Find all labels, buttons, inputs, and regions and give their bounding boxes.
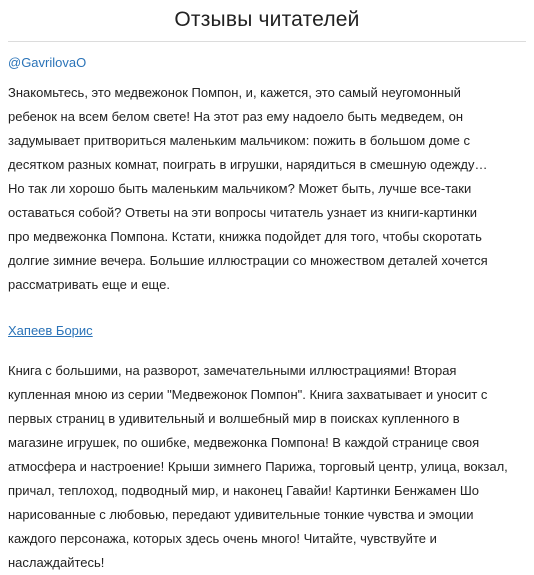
- review-line: долгие зимние вечера. Большие иллюстрации со множеством деталей хочется: [8, 253, 488, 268]
- review-line: про медвежонка Помпона. Кстати, книжка подойдет для того, чтобы скоротать: [8, 229, 482, 244]
- section-title: Отзывы читателей: [174, 8, 360, 31]
- review-text: [8, 359, 526, 575]
- review-line: ребенок на всем белом свете! На этот раз ему надоело быть медведем, он: [8, 109, 464, 124]
- review-line: первых страниц в удивительный и волшебный мир в поисках купленного в: [8, 411, 460, 426]
- review-line: причал, теплоход, подводный мир, и наконец Гавайи! Картинки Бенжамен Шо: [8, 483, 480, 498]
- review-line: каждого персонажа, которых здесь очень много! Читайте, чувствуйте и: [8, 531, 437, 546]
- review-line: рассматривать еще и еще.: [8, 277, 170, 292]
- review-line: оставаться собой? Ответы на эти вопросы читатель узнает из книги-картинки: [8, 205, 478, 220]
- review-line: Но так ли хорошо быть маленьким мальчиком? Может быть, лучше все-таки: [8, 181, 472, 196]
- review-item: [8, 54, 526, 297]
- title-divider: [8, 41, 526, 42]
- review-author-link[interactable]: Хапеев Борис: [8, 323, 93, 338]
- review-line: нарисованные с любовью, передают удивительные тонкие чувства и эмоции: [8, 507, 474, 522]
- review-line: наслаждайтесь!: [8, 555, 105, 570]
- review-line: магазине игрушек, по ошибке, медвежонка Помпона! В каждой странице своя: [8, 435, 480, 450]
- review-author-link[interactable]: @GavrilovaO: [8, 55, 87, 70]
- review-line: Книга с большими, на разворот, замечательными иллюстрациями! Вторая: [8, 363, 457, 378]
- review-line: купленная мною из серии "Медвежонок Помпон". Книга захватывает и уносит с: [8, 387, 488, 402]
- review-line: атмосфера и настроение! Крыши зимнего Парижа, торговый центр, улица, вокзал,: [8, 459, 508, 474]
- review-line: Знакомьтесь, это медвежонок Помпон, и, кажется, это самый неугомонный: [8, 85, 461, 100]
- review-item: [8, 322, 526, 575]
- review-line: десятком разных комнат, поиграть в игрушки, нарядиться в смешную одежду…: [8, 157, 488, 172]
- review-line: задумывает притвориться маленьким мальчиком: пожить в большом доме с: [8, 133, 470, 148]
- review-text: [8, 81, 526, 297]
